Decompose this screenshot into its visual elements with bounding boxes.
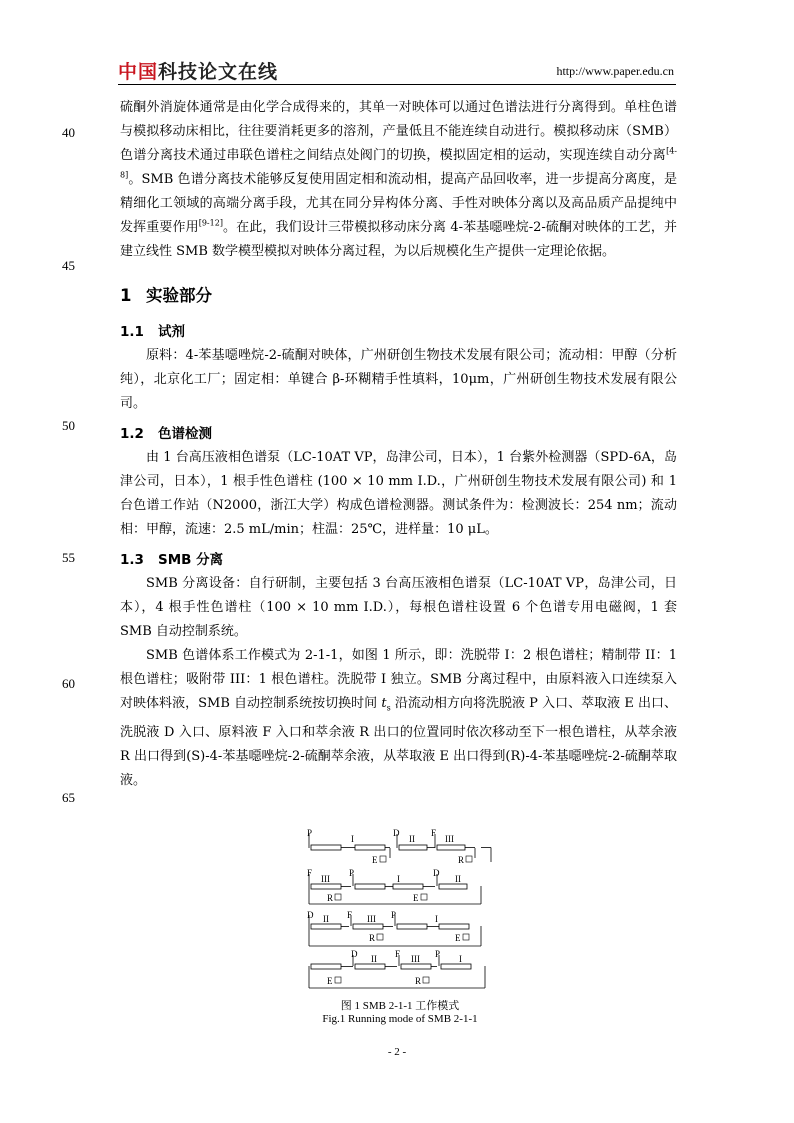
section-title: 实验部分 xyxy=(146,286,212,305)
diagram-label: E xyxy=(413,893,419,903)
header-url[interactable]: http://www.paper.edu.cn xyxy=(556,64,674,78)
diagram-label: R xyxy=(327,893,334,903)
diagram-label: P xyxy=(307,828,313,838)
line-number: 55 xyxy=(62,550,75,565)
diagram-label: P xyxy=(349,868,355,878)
diagram-label: F xyxy=(395,949,401,959)
line-number: 50 xyxy=(62,418,75,433)
subsection-title: SMB 分离 xyxy=(158,552,224,568)
logo-dark-text: 科技论文在线 xyxy=(158,60,279,83)
smb-mode-diagram xyxy=(305,828,495,1000)
subsection-title: 色谱检测 xyxy=(158,426,212,442)
diagram-label: P xyxy=(435,949,441,959)
diagram-label: F xyxy=(347,910,353,920)
page-number: - 2 - xyxy=(387,1046,407,1058)
line-number: 45 xyxy=(62,258,75,273)
diagram-label: D xyxy=(393,828,400,838)
diagram-label: II xyxy=(455,874,461,884)
smb-equipment-paragraph: SMB 分离设备：自行研制，主要包括 3 台高压液相色谱泵（LC-10AT VP，岛津公司，日本），4 根手性色谱柱（100 × 10 mm I.D.），每根色谱柱设置 6 个色谱专用电磁阀，1 套 SMB 自动控制系统。 xyxy=(120,576,677,639)
diagram-label: D xyxy=(307,910,314,920)
diagram-label: II xyxy=(323,914,329,924)
diagram-label: R xyxy=(458,855,465,865)
subsection-title: 试剂 xyxy=(158,324,185,340)
citation-ref[interactable]: [4-8] xyxy=(120,146,677,180)
diagram-label: D xyxy=(433,868,440,878)
diagram-label: E xyxy=(372,855,378,865)
diagram-label: R xyxy=(369,933,376,943)
diagram-label: III xyxy=(321,874,330,884)
diagram-label: D xyxy=(351,949,358,959)
diagram-label: F xyxy=(431,828,437,838)
line-number: 40 xyxy=(62,125,75,140)
subsection-heading xyxy=(120,548,677,568)
diagram-label: III xyxy=(445,834,454,844)
diagram-label: I xyxy=(397,874,400,884)
diagram-label: I xyxy=(351,834,354,844)
header-rule xyxy=(118,84,676,85)
figure-caption-cn: 图 1 SMB 2-1-1 工作模式 xyxy=(340,1000,460,1012)
intro-paragraph xyxy=(120,96,677,264)
diagram-label: II xyxy=(409,834,415,844)
logo-red-text: 中国 xyxy=(118,60,159,83)
diagram-label: E xyxy=(455,933,461,943)
line-number: 60 xyxy=(62,676,75,691)
intro-text-2: 。SMB 色谱分离技术能够反复使用固定相和流动相，提高产品回收率，进一步提高分离度，是精细化工领域的高端分离手段，尤其在同分异构体分离、手性对映体分离以及高品质产品提纯中发挥重要作用 xyxy=(120,172,677,235)
diagram-label: E xyxy=(327,976,333,986)
diagram-label: I xyxy=(459,954,462,964)
section-heading xyxy=(120,282,677,306)
diagram-label: III xyxy=(411,954,420,964)
diagram-label: F xyxy=(307,868,313,878)
intro-text-3: 。在此，我们设计三带模拟移动床分离 4-苯基噁唑烷-2-硫酮对映体的工艺，并建立线性 SMB 数学模型模拟对映体分离过程，为以后规模化生产提供一定理论依据。 xyxy=(120,220,677,259)
reagents-paragraph: 原料：4-苯基噁唑烷-2-硫酮对映体，广州研创生物技术发展有限公司；流动相：甲醇（分析纯），北京化工厂；固定相：单键合 β-环糊精手性填料，10μm，广州研创生物技术发展有限公司。 xyxy=(120,348,677,411)
journal-logo xyxy=(118,59,278,81)
smb-mode-paragraph xyxy=(120,644,677,793)
intro-text-1: 硫酮外消旋体通常是由化学合成得来的，其单一对映体可以通过色谱法进行分离得到。单柱色谱与模拟移动床相比，往往要消耗更多的溶剂，产量低且不能连续自动进行。模拟移动床（SMB）色谱分离技术通过串联色谱柱之间结点处阀门的切换，模拟固定相的运动，实现连续自动分离 xyxy=(120,100,677,163)
section-number: 1 xyxy=(120,286,132,305)
diagram-label: P xyxy=(391,910,397,920)
subsection-heading xyxy=(120,422,677,442)
line-number: 65 xyxy=(62,790,75,805)
detection-paragraph: 由 1 台高压液相色谱泵（LC-10AT VP，岛津公司，日本），1 台紫外检测器（SPD-6A，岛津公司，日本），1 根手性色谱柱 (100 × 10 mm I.D.，广州研创生物技术发展有限公司) 和 1 台色谱工作站（N2000，浙江大学）构成色谱检测器。测试条件为：检测波长：254 nm；流动相：甲醇，流速：2.5 mL/min；柱温：25℃，进样量：10 μL。 xyxy=(120,450,677,537)
subsection-heading xyxy=(120,320,677,340)
subsection-number: 1.3 xyxy=(120,552,144,568)
citation-ref[interactable]: [9-12] xyxy=(198,218,223,228)
subsection-number: 1.1 xyxy=(120,324,144,340)
subsection-number: 1.2 xyxy=(120,426,144,442)
diagram-label: R xyxy=(415,976,422,986)
diagram-label: I xyxy=(435,914,438,924)
switch-time-symbol: t xyxy=(381,696,387,711)
figure-caption-en: Fig.1 Running mode of SMB 2-1-1 xyxy=(322,1013,478,1025)
smb-mode-text-1: SMB 色谱体系工作模式为 2-1-1，如图 1 所示，即：洗脱带 I：2 根色谱柱；精制带 II：1 根色谱柱；吸附带 III：1 根色谱柱。洗脱带 I 独立。SMB 分离过程中，由原料液入口连续泵入对映体料液，SMB 自动控制系统按切换时间 xyxy=(120,648,677,711)
page-body xyxy=(120,96,677,793)
smb-mode-text-2: 沿流动相方向将洗脱液 P 入口、萃取液 E 出口、洗脱液 D 入口、原料液 F 入口和萃余液 R 出口的位置同时依次移动至下一根色谱柱，从萃余液 R 出口得到(S)-4-苯基噁唑烷-2-硫酮萃余液，从萃取液 E 出口得到(R)-4-苯基噁唑烷-2-硫酮萃取液。 xyxy=(120,696,677,788)
switch-time-subscript: s xyxy=(386,703,391,713)
diagram-label: II xyxy=(371,954,377,964)
diagram-label: III xyxy=(367,914,376,924)
